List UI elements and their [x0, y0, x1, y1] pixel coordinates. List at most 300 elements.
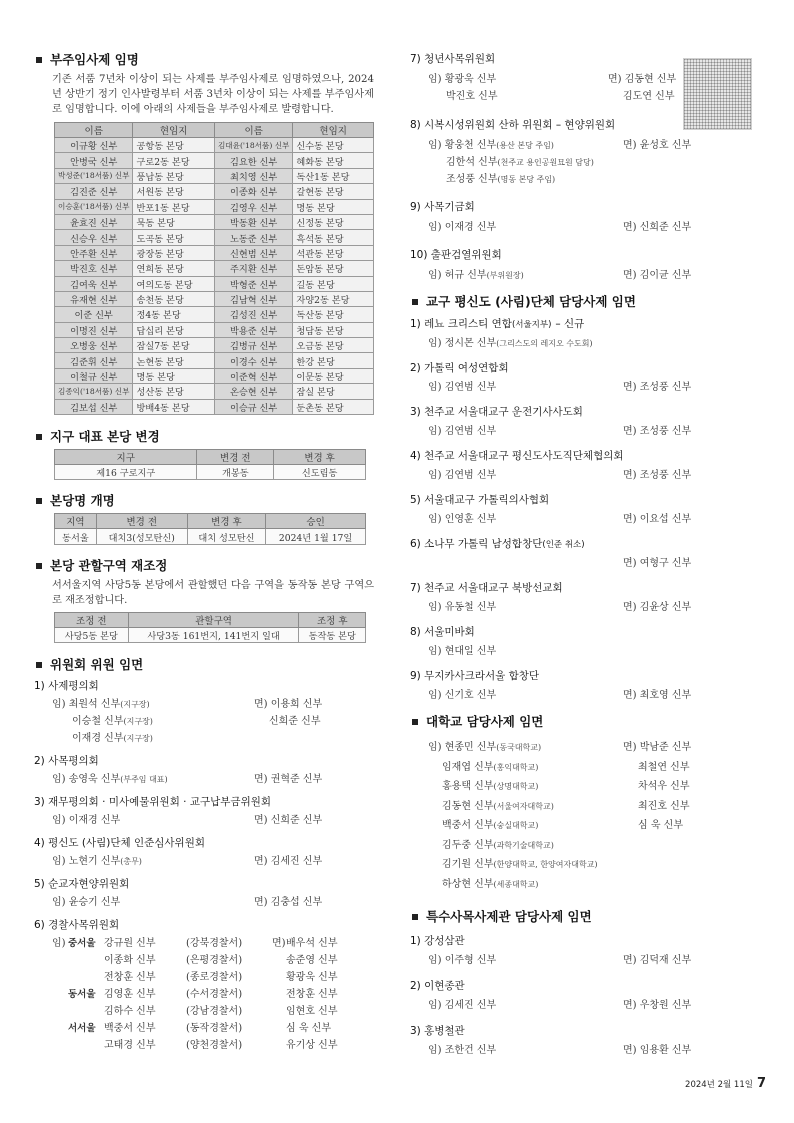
- left-column: [34, 52, 374, 1054]
- table-header: 변경 후: [274, 450, 366, 465]
- university-note: (상명대학교): [493, 782, 539, 791]
- parish-cell: 공항동 본당: [133, 138, 215, 153]
- appointment-row: [34, 853, 374, 870]
- appointment-row: [410, 219, 775, 236]
- appointed-label: 임): [52, 938, 66, 950]
- square-bullet-icon: [412, 914, 418, 920]
- dismissed-name: 면) 김윤상 신부: [623, 602, 692, 613]
- square-bullet-icon: [36, 57, 42, 63]
- parish-cell: 묵동 본당: [133, 214, 215, 229]
- appointed-name: [428, 599, 496, 616]
- university-note: (서울여자대학교): [493, 801, 554, 811]
- appointment-row: [410, 797, 775, 817]
- appointed-name: 임) 송영욱 신부(부주임 대표): [52, 774, 168, 786]
- table-row: [55, 399, 374, 414]
- dismissed-name: 면) 권혁준 신부: [254, 774, 323, 786]
- subsection-title: [410, 449, 775, 463]
- appointed-name: [442, 797, 554, 817]
- appointed-name: [428, 687, 496, 704]
- appointment-row: [410, 267, 775, 284]
- dismissed-name: 임현호 신부: [286, 1006, 338, 1018]
- university-note: (세종대학교): [493, 879, 539, 889]
- parish-cell: 청담동 본당: [293, 322, 374, 337]
- appointment-row: [410, 777, 775, 797]
- table-header: 지구: [55, 450, 197, 465]
- appointed-name: [442, 836, 554, 856]
- appointed-name: 임) 황웅천 신부(용산 본당 주임): [428, 140, 554, 151]
- priest-name-cell: 김종익('18서품) 신부: [55, 384, 133, 399]
- priest-name-cell: 박진호 신부: [55, 261, 133, 276]
- dismissed-name: 최진호 신부: [638, 800, 690, 812]
- parish-cell: 독산동 본당: [293, 307, 374, 322]
- appointed-text: 김두중 신부: [442, 839, 494, 851]
- subsection-title: 4) 평신도 (사림)단체 인준심사위원회: [34, 837, 205, 850]
- appointed-name: 임) 김세진 신부: [428, 1000, 497, 1011]
- appointed-name: 임) 윤승기 신부: [52, 897, 121, 909]
- dismissed-name: 면) 이용희 신부: [254, 699, 323, 711]
- priest-name-cell: 박동환 신부: [214, 214, 292, 229]
- subsection-label: 8) 서울미바회: [410, 626, 475, 638]
- appointed-name: [442, 816, 538, 836]
- parish-cell: 한강 본당: [293, 353, 374, 368]
- dismissed-name: 최철연 신부: [638, 761, 690, 773]
- appointed-name: [442, 855, 598, 875]
- table-header: 변경 전: [197, 450, 274, 465]
- appointed-name: 임) 최원석 신부(지구장): [52, 699, 150, 711]
- appointed-name: 김영훈 신부: [104, 989, 156, 1001]
- table-cell: 사당3동 161번지, 141번지 일대: [128, 627, 299, 642]
- table-header: 조정 전: [55, 612, 129, 627]
- dismissed-name: 황광욱 신부: [286, 972, 338, 984]
- appointed-text: 홍용택 신부: [442, 781, 494, 792]
- dismissed-name: 면) 조성풍 신부: [623, 426, 692, 437]
- section-text: 서서울지역 사당5동 본당에서 관할했던 다음 구역을 동작동 본당 구역으로 재조정합니다.: [52, 579, 374, 606]
- priest-name-cell: 이경수 신부: [214, 353, 292, 368]
- dismissed-name: 면) 김이균 신부: [623, 270, 692, 281]
- table-row: [55, 153, 374, 168]
- table-row: [55, 245, 374, 260]
- square-bullet-icon: [412, 299, 418, 305]
- priest-name-cell: 안주환 신부: [55, 245, 133, 260]
- appointment-row: [410, 643, 775, 660]
- parish-cell: 명동 본당: [293, 199, 374, 214]
- appointed-text: 임) 인영훈 신부: [428, 514, 497, 525]
- priest-name-cell: 김진준 신부: [55, 184, 133, 199]
- priest-name-cell: 박용준 신부: [214, 322, 292, 337]
- dismissed-name: 김도연 신부: [623, 91, 675, 102]
- priest-name-cell: 김남혁 신부: [214, 291, 292, 306]
- table-row: [55, 276, 374, 291]
- qr-code-icon: [683, 58, 752, 130]
- appointment-row: [410, 171, 775, 188]
- police-station: (강북경찰서): [186, 938, 243, 950]
- appointment-row: [34, 969, 374, 986]
- appointed-name: 강규원 신부: [104, 938, 156, 950]
- appointed-name: [428, 467, 496, 484]
- priest-name-cell: 윤효진 신부: [55, 214, 133, 229]
- table-row: [55, 261, 374, 276]
- appointment-row: [410, 467, 775, 484]
- square-bullet-icon: [36, 434, 42, 440]
- table-row: [55, 338, 374, 353]
- police-committee-list: [34, 935, 374, 1054]
- dismissed-name: 면) 신희준 신부: [254, 815, 323, 827]
- priest-name-cell: 신승우 신부: [55, 230, 133, 245]
- priest-name-cell: 이준혁 신부: [214, 368, 292, 383]
- appointed-text: 임) 유동철 신부: [428, 602, 497, 613]
- table-header: 이름: [214, 123, 292, 138]
- appointment-row: [34, 812, 374, 829]
- dismissed-label: 면): [272, 938, 286, 950]
- subsection-title: [410, 537, 775, 551]
- dismissed-name: 유기상 신부: [286, 1040, 338, 1052]
- appointment-row: [410, 738, 775, 758]
- university-note: (한양대학교, 한양여자대학교): [493, 860, 598, 869]
- subsection-label: 5) 서울대교구 가톨릭의사협회: [410, 494, 550, 506]
- dismissed-name: 면) 이요섭 신부: [623, 514, 692, 525]
- appointment-row: [34, 713, 374, 730]
- priest-name-cell: 이준 신부: [55, 307, 133, 322]
- square-bullet-icon: [36, 662, 42, 668]
- appointment-row: [410, 836, 775, 856]
- table-row: [55, 184, 374, 199]
- section-title: 지구 대표 본당 변경: [34, 429, 374, 445]
- square-bullet-icon: [412, 719, 418, 725]
- subsection-title: [410, 317, 775, 331]
- subsection-title: [410, 669, 775, 683]
- parish-cell: 방배4동 본당: [133, 399, 215, 414]
- section-title: 교구 평신도 (사림)단체 담당사제 임면: [410, 294, 775, 310]
- section-title: 본당 관할구역 재조정: [34, 558, 374, 574]
- section-title: 대학교 담당사제 임면: [410, 714, 775, 730]
- university-list: [410, 738, 775, 894]
- appointment-row: [34, 986, 374, 1003]
- parish-cell: 성산동 본당: [133, 384, 215, 399]
- subsection-title: 6) 경찰사목위원회: [34, 919, 120, 932]
- issue-date: 2024년 2월 11일: [685, 1080, 753, 1090]
- university-note: (홍익대학교): [493, 762, 539, 772]
- subsection-title: 2) 사목평의회: [34, 755, 99, 768]
- appointment-row: [34, 1020, 374, 1037]
- priest-name-cell: 안병국 신부: [55, 153, 133, 168]
- university-note: (숭실대학교): [493, 821, 539, 830]
- table-cell: 2024년 1월 17일: [266, 529, 366, 544]
- dismissed-name: 심 욱 신부: [286, 1023, 331, 1035]
- appointed-name: 백중서 신부: [104, 1023, 156, 1035]
- table-row: [55, 214, 374, 229]
- table-header: 변경 전: [96, 514, 187, 529]
- appointed-name: 임) 조한건 신부: [428, 1045, 497, 1056]
- dismissed-name: 배우석 신부: [286, 938, 338, 950]
- parish-cell: 여의도동 본당: [133, 276, 215, 291]
- parish-cell: 길동 본당: [293, 276, 374, 291]
- page-number: 7: [756, 1076, 766, 1091]
- appointed-name: 이재경 신부(지구장): [72, 733, 153, 745]
- table-header: 변경 후: [187, 514, 265, 529]
- appointment-row: [34, 935, 374, 952]
- parish-cell: 잠실 본당: [293, 384, 374, 399]
- appointment-row: [410, 855, 775, 875]
- subsection-title: [410, 581, 775, 595]
- table-cell: 대치 성모탄신: [187, 529, 265, 544]
- appointment-row: [34, 771, 374, 788]
- appointed-text: 김동현 신부: [442, 800, 494, 812]
- parish-cell: 둔촌동 본당: [293, 399, 374, 414]
- appointed-text: 임) 김연범 신부: [428, 382, 497, 393]
- parish-cell: 혜화동 본당: [293, 153, 374, 168]
- dismissed-name: 차석우 신부: [638, 781, 690, 792]
- appointed-name: 박진호 신부: [446, 91, 498, 102]
- appointed-name: 김하수 신부: [104, 1006, 156, 1018]
- appointment-row: [34, 1037, 374, 1054]
- parish-rename-table: [54, 513, 366, 544]
- priest-name-cell: 김대윤('18서품) 신부: [214, 138, 292, 153]
- parish-cell: 갈현동 본당: [293, 184, 374, 199]
- table-row: [55, 230, 374, 245]
- parish-cell: 명동 본당: [133, 368, 215, 383]
- dismissed-name: 면) 조성풍 신부: [623, 382, 692, 393]
- table-header: 현임지: [133, 123, 215, 138]
- subsection-note: (서울지부): [511, 320, 552, 330]
- appointed-name: 고태경 신부: [104, 1040, 156, 1052]
- dismissed-name: 면) 윤성호 신부: [623, 140, 692, 151]
- parish-cell: 광장동 본당: [133, 245, 215, 260]
- subsection-label: 6) 소나무 가톨릭 남성합창단: [410, 538, 543, 550]
- appointment-row: [34, 952, 374, 969]
- appointed-name: 임) 허규 신부(부위원장): [428, 270, 524, 281]
- parish-cell: 연희동 본당: [133, 261, 215, 276]
- subsection-title: 10) 출판검열위원회: [410, 249, 502, 261]
- parish-cell: 정4동 본당: [133, 307, 215, 322]
- section-title: 본당명 개명: [34, 493, 374, 509]
- parish-cell: 답십리 본당: [133, 322, 215, 337]
- table-header: 지역: [55, 514, 97, 529]
- table-header: 관할구역: [128, 612, 299, 627]
- square-bullet-icon: [36, 498, 42, 504]
- appointed-name: 임) 이주형 신부: [428, 955, 497, 966]
- table-row: [55, 168, 374, 183]
- subsection-title: 9) 사목기금회: [410, 201, 475, 213]
- lay-group-list: [410, 317, 775, 704]
- appointment-row: [34, 894, 374, 911]
- appointed-name: [428, 379, 496, 396]
- priest-name-cell: 유재현 신부: [55, 291, 133, 306]
- dismissed-name: 면) 김세진 신부: [254, 856, 323, 868]
- appointment-row: [34, 1003, 374, 1020]
- subsection-title: 8) 시복시성위원회 산하 위원회 – 현양위원회: [410, 119, 616, 131]
- subsection-title: [410, 361, 775, 375]
- region-label: 서서울: [68, 1023, 96, 1035]
- priest-name-cell: 박형준 신부: [214, 276, 292, 291]
- priest-name-cell: 이명진 신부: [55, 322, 133, 337]
- appointed-text: 하상현 신부: [442, 878, 494, 890]
- table-header: 조정 후: [299, 612, 366, 627]
- table-header: 현임지: [293, 123, 374, 138]
- table-row: [55, 199, 374, 214]
- subsection-title: 1) 사제평의회: [34, 680, 99, 693]
- parish-cell: 반포1동 본당: [133, 199, 215, 214]
- section-title: 특수사목사제관 담당사제 임면: [410, 909, 775, 925]
- subsection-title: [410, 493, 775, 507]
- appointed-name: 임) 이재경 신부: [52, 815, 121, 827]
- subsection-label: 3) 천주교 서울대교구 운전기사사도회: [410, 406, 583, 418]
- priest-name-cell: 이종화 신부: [214, 184, 292, 199]
- appointed-name: [442, 875, 538, 895]
- dismissed-name: 면) 김충섭 신부: [254, 897, 323, 909]
- appointed-text: 임) 신기호 신부: [428, 690, 497, 701]
- subsection-title: 3) 재무평의회 · 미사예물위원회 · 교구납부금위원회: [34, 796, 271, 809]
- priest-name-cell: 노동준 신부: [214, 230, 292, 245]
- subsection-label: 1) 레뇨 크리스티 연합: [410, 318, 512, 330]
- table-row: [55, 368, 374, 383]
- subsection-title: [410, 405, 775, 419]
- priest-name-cell: 이승훈('18서품) 신부: [55, 199, 133, 214]
- section-title: 위원회 위원 임면: [34, 657, 374, 673]
- dismissed-name: 면) 우창원 신부: [623, 1000, 692, 1011]
- table-cell: 제16 구로지구: [55, 465, 197, 480]
- parish-cell: 신수동 본당: [293, 138, 374, 153]
- appointed-text: 임) 현종민 신부: [428, 742, 497, 753]
- dismissed-name: 면) 최호영 신부: [623, 690, 692, 701]
- appointed-name: 이종화 신부: [104, 955, 156, 967]
- appointed-text: 임) 정시몬 신부: [428, 338, 497, 349]
- appointment-row: [410, 335, 775, 352]
- parish-cell: 잠실7동 본당: [133, 338, 215, 353]
- dismissed-name: 면) 임용환 신부: [623, 1045, 692, 1056]
- parish-cell: 풍납동 본당: [133, 168, 215, 183]
- police-station: (종로경찰서): [186, 972, 243, 984]
- university-note: (동국대학교): [496, 743, 542, 752]
- parish-cell: 서원동 본당: [133, 184, 215, 199]
- parish-cell: 신정동 본당: [293, 214, 374, 229]
- subsection-title: 2) 이현종관: [410, 980, 465, 992]
- table-cell: 개봉동: [197, 465, 274, 480]
- appointed-text: 임) 김연범 신부: [428, 470, 497, 481]
- appointed-name: [442, 777, 538, 797]
- appointed-name: 임) 황광욱 신부: [428, 74, 497, 85]
- appointed-name: 김한석 신부(천주교 용인공원묘원 담당): [446, 157, 594, 168]
- parish-cell: 석관동 본당: [293, 245, 374, 260]
- appointed-name: 임) 이재경 신부: [428, 222, 497, 233]
- appointment-row: [410, 1042, 775, 1059]
- appointed-name: [428, 511, 496, 528]
- dismissed-name: 면) 김동현 신부: [608, 74, 677, 85]
- subsection-note: (인준 취소): [542, 540, 585, 550]
- table-header: 승인: [266, 514, 366, 529]
- appointed-text: 백중서 신부: [442, 820, 494, 831]
- table-cell: 동서울: [55, 529, 97, 544]
- parish-cell: 구로2동 본당: [133, 153, 215, 168]
- parish-cell: 자양2동 본당: [293, 291, 374, 306]
- square-bullet-icon: [36, 563, 42, 569]
- appointment-row: [410, 758, 775, 778]
- page-footer: [685, 1076, 766, 1092]
- dismissed-name: 전창훈 신부: [286, 989, 338, 1001]
- appointed-name: 임) 노현기 신부(총무): [52, 856, 142, 868]
- table-row: [55, 384, 374, 399]
- right-column: [410, 52, 775, 1059]
- subsection-label: 4) 천주교 서울대교구 평신도사도직단체협의회: [410, 450, 624, 462]
- police-station: (동작경찰서): [186, 1023, 243, 1035]
- appointed-text: 임) 김연범 신부: [428, 426, 497, 437]
- appointment-row: [410, 423, 775, 440]
- appointment-row: [410, 379, 775, 396]
- subsection-label: 9) 무지카사크라서울 합창단: [410, 670, 540, 682]
- table-row: [55, 529, 366, 544]
- appointment-row: [410, 997, 775, 1014]
- table-cell: 신도림동: [274, 465, 366, 480]
- appointment-row: [34, 730, 374, 747]
- police-station: (양천경찰서): [186, 1040, 243, 1052]
- dismissed-name: 면) 박남준 신부: [623, 742, 692, 753]
- appointed-name: 전창훈 신부: [104, 972, 156, 984]
- priest-name-cell: 박성준('18서품) 신부: [55, 168, 133, 183]
- parish-cell: 송천동 본당: [133, 291, 215, 306]
- special-residence-list: [410, 934, 775, 1059]
- subsection-label: 2) 가톨릭 여성연합회: [410, 362, 509, 374]
- appointment-row: [410, 137, 775, 154]
- subsection-title: [410, 625, 775, 639]
- appointed-name: [428, 643, 496, 660]
- parish-cell: 독산1동 본당: [293, 168, 374, 183]
- priest-name-cell: 김병규 신부: [214, 338, 292, 353]
- table-cell: 동작동 본당: [299, 627, 366, 642]
- assistant-priest-table: [54, 122, 374, 415]
- university-note: (과학기술대학교): [493, 840, 554, 850]
- table-row: [55, 353, 374, 368]
- table-row: [55, 322, 374, 337]
- police-station: (강남경찰서): [186, 1006, 243, 1018]
- appointed-note: (그리스도의 레지오 수도회): [496, 339, 593, 348]
- police-station: (수서경찰서): [186, 989, 243, 1001]
- appointed-text: 김기원 신부: [442, 859, 494, 870]
- parish-cell: 흑석동 본당: [293, 230, 374, 245]
- appointment-row: [410, 154, 775, 171]
- dismissed-name: 신희준 신부: [269, 716, 321, 728]
- subsection-label: 7) 천주교 서울대교구 북방선교회: [410, 582, 563, 594]
- appointment-row: [410, 952, 775, 969]
- priest-name-cell: 김요한 신부: [214, 153, 292, 168]
- appointment-row: [410, 555, 775, 572]
- appointed-name: 조성풍 신부(명동 본당 주임): [446, 174, 556, 185]
- table-header: 이름: [55, 123, 133, 138]
- section-title: 부주임사제 임명: [34, 52, 374, 68]
- subsection-title: 5) 순교자현양위원회: [34, 878, 130, 891]
- region-label: 중서울: [68, 938, 96, 950]
- dismissed-name: 송준영 신부: [286, 955, 338, 967]
- parish-cell: 오금동 본당: [293, 338, 374, 353]
- dismissed-name: 면) 신희준 신부: [623, 222, 692, 233]
- table-row: [55, 465, 366, 480]
- appointed-name: [428, 738, 541, 758]
- priest-name-cell: 이철규 신부: [55, 368, 133, 383]
- subsection-title: 3) 홍병철관: [410, 1025, 465, 1037]
- police-station: (은평경찰서): [186, 955, 243, 967]
- priest-name-cell: 김성진 신부: [214, 307, 292, 322]
- parish-cell: 논현동 본당: [133, 353, 215, 368]
- table-cell: 대치3(성모탄신): [96, 529, 187, 544]
- district-change-table: [54, 449, 366, 480]
- table-row: [55, 307, 374, 322]
- table-row: [55, 627, 366, 642]
- region-label: 동서울: [68, 989, 96, 1001]
- priest-name-cell: 신현범 신부: [214, 245, 292, 260]
- appointed-name: [428, 423, 496, 440]
- appointment-row: [410, 687, 775, 704]
- parish-cell: 도곡동 본당: [133, 230, 215, 245]
- subsection-suffix: – 신규: [555, 318, 585, 330]
- dismissed-name: 면) 조성풍 신부: [623, 470, 692, 481]
